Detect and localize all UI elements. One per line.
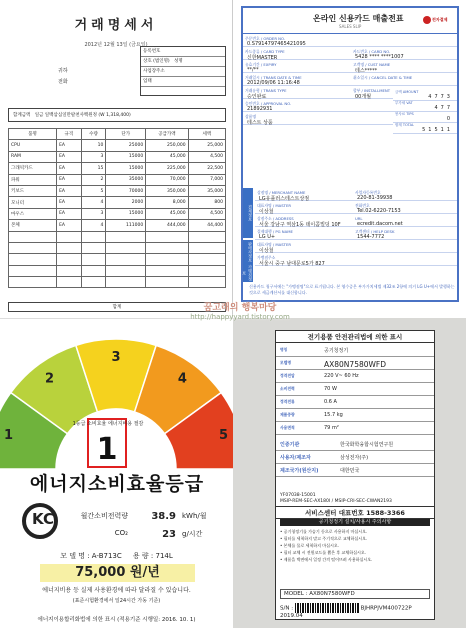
warning-item: • 공기청정기를 가습기 등으로 사용하지 마십시오. <box>280 529 368 534</box>
table-cell: 10 <box>81 140 106 151</box>
slip-row: 유효기간 / EXPIRY **/** 고객명 / CUST NAME 테스***** <box>243 62 457 73</box>
table-cell: 444,000 <box>146 220 188 231</box>
table-cell: 350,000 <box>146 185 188 196</box>
table-cell: EA <box>57 163 82 174</box>
safety-label-card <box>275 330 435 620</box>
maker-row: 사용자/제조자 삼성전자(주) <box>276 452 434 464</box>
table-cell: 35,000 <box>188 185 225 196</box>
grade-subtext: 1등급 소비효율 에너지비용 절감 <box>72 421 144 427</box>
grade-number-4: 4 <box>177 371 187 387</box>
merchant-row: 가맹점주소 서울시 중구 남대문로5가 827 <box>255 255 457 266</box>
energy-title: 에너지소비효율등급 <box>29 473 205 495</box>
amount-row: 금액 AMOUNT 4773 <box>393 90 457 101</box>
table-row <box>9 151 226 162</box>
slip-row: 카드종류 / CARD TYPE 신한MASTER 카드번호 / CARD NO. 5428 **** ****1007 <box>243 49 457 60</box>
slip-row: 상품명 테스트 상품 <box>243 114 393 125</box>
table-cell: 800 <box>188 197 225 208</box>
card-slip-panel <box>233 0 466 318</box>
table-row-empty <box>9 277 226 288</box>
grade-number-5: 5 <box>218 428 228 444</box>
safety-row: 정격전류 0.6 A <box>276 397 434 409</box>
table-cell: 45,000 <box>146 208 188 219</box>
table-cell: 4,500 <box>188 208 225 219</box>
slip-row: 거래일시 / TRANS DATE & TIME 2012/09/06 11:16:48 취소일시 / CANCEL DATE & TIME <box>243 75 457 86</box>
table-cell: 모니터 <box>9 197 57 208</box>
invoice-panel <box>0 0 233 318</box>
cost-note: 에너지비용 등 실제 사용환경에 따라 달라질 수 있습니다. <box>42 587 191 594</box>
law-note: 에너지이용합리화법에 의한 표시 (적용기준 시행일: 2016. 10. 1) <box>37 617 196 623</box>
warning-item: • 본체를 물로 세척하지 마십시오. <box>280 543 339 548</box>
merchant-row: 상점주소 / ADDRESS 서울 강남구 역삼1동 데이콤빌딩 10F URL ecredit.dacom.net <box>255 216 457 227</box>
card-slip-title: 온라인 신용카드 매출전표 <box>313 14 404 23</box>
table-cell: 22,500 <box>188 163 225 174</box>
table-cell: EA <box>57 197 82 208</box>
model-footer: MODEL : AX80N7580WFD <box>280 589 430 599</box>
table-cell: 그래픽카드 <box>9 163 57 174</box>
kc-mark-icon: KC <box>22 503 58 539</box>
safety-row: 모델명 AX80N7580WFD <box>276 358 434 370</box>
warning-title: 공기청정기 설치/사용시 주의사항 <box>280 519 430 526</box>
merchant-row: 상점명 / MERCHANT NAME LG유플러스테스트상점 사업자등록번호 220-81-39938 <box>255 190 457 201</box>
supplier-box <box>140 46 226 96</box>
table-row-empty <box>9 265 226 276</box>
merchant-row: 대표자명 / MASTER 이상철 <box>255 242 457 253</box>
energy-gauge <box>0 319 233 477</box>
side-tab: 결제정보 <box>243 188 253 238</box>
card-slip-header <box>243 8 457 34</box>
table-row-empty <box>9 231 226 242</box>
table-row-empty <box>9 242 226 253</box>
table-cell: EA <box>57 220 82 231</box>
cert-codes: YF07038-15001 MSIP-REM-SEC-AX180I / MSIP-CRI-SEC-CWAN2193 <box>276 493 434 507</box>
table-cell: 45,000 <box>146 151 188 162</box>
current-grade: 1 <box>96 432 118 467</box>
table-cell: 마우스 <box>9 208 57 219</box>
spec-row: CO₂ 23 g/시간 <box>114 529 203 540</box>
table-cell: 15000 <box>106 208 146 219</box>
table-cell: EA <box>57 140 82 151</box>
warning-item: • 필터를 세척하지 말고 주기적으로 교체하십시오. <box>280 536 368 541</box>
table-row <box>9 220 226 231</box>
safety-row: 사용면적 79 m² <box>276 423 434 435</box>
grade-number-3: 3 <box>111 350 121 365</box>
test-note: (표준시험환경에서 일24시간 가동 기준) <box>72 598 161 604</box>
table-cell: 3 <box>81 151 106 162</box>
table-row-empty <box>9 254 226 265</box>
buyer-honorific: 귀하 <box>58 68 68 74</box>
table-header-row: 품명 규격 수량 단가 공급가액 세액 <box>9 129 226 140</box>
table-cell: 7,000 <box>188 174 225 185</box>
table-cell: 15 <box>81 163 106 174</box>
supplier-row: 상호 (법인명) 성명 <box>141 57 225 67</box>
side-tab: 판매자정보 <box>243 240 253 264</box>
invoice-title: 거래명세서 <box>74 18 158 33</box>
supplier-row: 사업장주소 <box>141 67 225 77</box>
table-cell: 111000 <box>106 220 146 231</box>
amount-row: 봉사료 TIPS 0 <box>393 112 457 123</box>
model-line: 모 델 명 : A-B713C 용 량 : 714L <box>60 552 173 560</box>
card-slip-frame <box>241 6 459 302</box>
safety-row: 명칭 공기청정기 <box>276 345 434 357</box>
table-cell: RAM <box>9 151 57 162</box>
table-cell: EA <box>57 151 82 162</box>
table-cell: 35000 <box>106 174 146 185</box>
warning-item: • 필터 교체 시 전원코드를 뽑은 후 교체하십시오. <box>280 550 366 555</box>
invoice-date: 2012년 12월 13일 (금요일) <box>84 42 148 48</box>
warning-block <box>280 519 430 563</box>
table-cell: 4,500 <box>188 151 225 162</box>
safety-label-panel <box>233 318 466 628</box>
energy-label-panel <box>0 318 233 628</box>
table-cell: 파워 <box>9 174 57 185</box>
table-cell: 본체 <box>9 220 57 231</box>
table-row <box>9 185 226 196</box>
watermark-url: http://happyyard.tistory.com <box>190 313 290 321</box>
table-cell: 225,000 <box>146 163 188 174</box>
spec-row: 월간소비전력량 38.9 kWh/월 <box>80 511 207 522</box>
invoice-footer: 합계 <box>8 302 226 312</box>
table-cell: 70000 <box>106 185 146 196</box>
serial-line: S/N : BJHRPJVM400722P 2019.04 <box>280 603 430 619</box>
table-cell: 4 <box>81 197 106 208</box>
card-slip-subtitle: SALES SLIP <box>339 24 362 29</box>
table-cell: 키보드 <box>9 185 57 196</box>
table-cell: EA <box>57 185 82 196</box>
safety-title: 전기용품 안전관리법에 의한 표시 <box>276 331 434 343</box>
slip-row: 승인번호 / APPROVAL NO. 21892931 <box>243 101 393 112</box>
table-row <box>9 197 226 208</box>
table-cell: EA <box>57 174 82 185</box>
amount-row: 부가세 VAT 477 <box>393 101 457 112</box>
supplier-row: 등록번호 <box>141 47 225 57</box>
table-cell: EA <box>57 208 82 219</box>
maker-row: 제조국가(원산지) 대한민국 <box>276 465 434 477</box>
table-cell: 3 <box>81 208 106 219</box>
maker-row: 인증기관 한국화학융합시험연구원 <box>276 439 434 451</box>
table-cell: 4 <box>81 220 106 231</box>
table-cell: 70,000 <box>146 174 188 185</box>
table-cell: 15000 <box>106 151 146 162</box>
merchant-row: 대표자명 / MASTER 이상철 전화번호 Tel.02-6220-7153 <box>255 203 457 214</box>
service-center: 서비스센터 대표번호 1588-3366 <box>276 507 434 519</box>
table-row <box>9 174 226 185</box>
supplier-row: 업태 <box>141 77 225 87</box>
table-cell: 5 <box>81 185 106 196</box>
table-cell: 25000 <box>106 140 146 151</box>
safety-row: 소비전력 70 W <box>276 384 434 396</box>
buyer-info <box>18 66 68 88</box>
table-cell: 2 <box>81 174 106 185</box>
grade-number-1: 1 <box>4 428 14 444</box>
table-cell: 8,000 <box>146 197 188 208</box>
watermark-title: 꿈고래의 행복마당 <box>203 303 277 313</box>
warning-item: • 제품을 벽면에서 일정 간격 떨어뜨려 사용하십시오. <box>280 557 373 562</box>
buyer-phone: 전화 <box>58 79 68 85</box>
barcode-icon <box>295 603 359 613</box>
safety-row: 제품중량 15.7 kg <box>276 410 434 422</box>
table-cell: 2000 <box>106 197 146 208</box>
table-cell: 25,000 <box>188 140 225 151</box>
table-cell: 15000 <box>106 163 146 174</box>
table-row <box>9 140 226 151</box>
watermark <box>140 300 340 321</box>
card-slip-note: 신용카드 청구서에는 "가맹점명"으로 표기됩니다. 본 영수증은 부가가치세법 제32조 2항에 의거 LG U+에서 발행하는 것으로 세금계산서를 대신합니다. <box>249 284 455 295</box>
invoice-table <box>8 128 226 288</box>
table-row <box>9 208 226 219</box>
grade-number-2: 2 <box>45 371 55 387</box>
slip-row: 주문번호 / ORDER NO. 0.S7914797465421095 <box>243 36 457 47</box>
merchant-row: 결제대행 / PG NAME LG U+ 고객센터 / HELP DESK 1544-7772 <box>255 229 457 240</box>
table-cell: 44,400 <box>188 220 225 231</box>
lg-logo: 전자결제 <box>423 14 451 26</box>
table-cell: CPU <box>9 140 57 151</box>
table-row <box>9 163 226 174</box>
side-tab: 가맹점정보 <box>242 265 253 281</box>
slip-row: 거래유형 / TRANS TYPE 승인완료 할부 / INSTALLMENT 00개월 <box>243 88 393 99</box>
safety-row: 정격전압 220 V~ 60 Hz <box>276 371 434 383</box>
annual-cost: 75,000 원/년 <box>40 564 195 582</box>
table-cell: 250,000 <box>146 140 188 151</box>
invoice-sum: 합계금액 일금 일백삼십일만팔천사백원정 (W 1,318,400) <box>8 108 226 122</box>
amount-row: 합계 TOTAL 51511 <box>393 123 457 134</box>
